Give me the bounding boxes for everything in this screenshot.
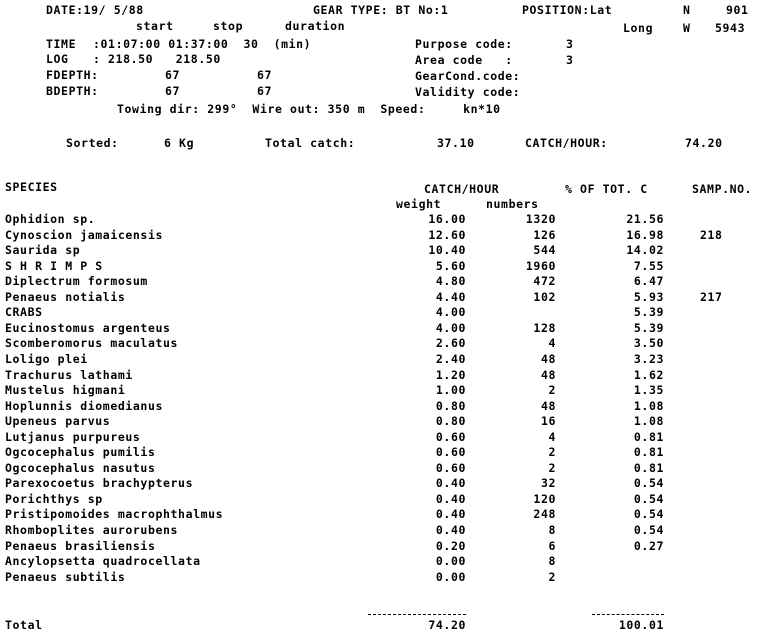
species-name: Penaeus notialis (5, 290, 126, 304)
pct-of-total: 14.02 (626, 243, 664, 257)
catch-weight: 0.40 (435, 492, 466, 506)
pct-of-total: 1.08 (633, 414, 664, 428)
long-hemisphere: W (683, 21, 691, 35)
species-name: Loligo plei (5, 352, 88, 366)
species-name: Scomberomorus maculatus (5, 336, 179, 350)
species-name: Trachurus lathami (5, 368, 133, 382)
fdepth-label: FDEPTH: (46, 68, 99, 82)
validity-code-label: Validity code: (415, 85, 521, 99)
species-name: Penaeus subtilis (5, 570, 126, 584)
purpose-code-value: 3 (566, 37, 574, 51)
sample-number: 217 (700, 290, 723, 304)
bdepth-label: BDEPTH: (46, 84, 99, 98)
catch-numbers: 248 (533, 507, 556, 521)
catch-weight: 0.00 (435, 554, 466, 568)
catch-weight: 16.00 (428, 212, 466, 226)
catch-numbers: 4 (548, 336, 556, 350)
catch-weight: 2.40 (435, 352, 466, 366)
total-label: Total (5, 618, 43, 632)
pct-of-total: 5.93 (633, 290, 664, 304)
pct-of-total: 5.39 (633, 305, 664, 319)
area-code-value: 3 (566, 53, 574, 67)
catch-numbers: 544 (533, 243, 556, 257)
towing-line: Towing dir: 299° Wire out: 350 m Speed: kn*10 (117, 102, 501, 116)
purpose-code-label: Purpose code: (415, 37, 513, 51)
species-name: S H R I M P S (5, 259, 103, 273)
total-pct: 100.01 (618, 618, 664, 632)
catch-numbers: 8 (548, 523, 556, 537)
catch-weight: 0.60 (435, 461, 466, 475)
catch-weight: 4.80 (435, 274, 466, 288)
catch-numbers: 1320 (525, 212, 556, 226)
catch-numbers: 1960 (525, 259, 556, 273)
catch-numbers: 2 (548, 383, 556, 397)
catch-numbers: 102 (533, 290, 556, 304)
catch-numbers: 32 (540, 476, 556, 490)
catch-numbers: 2 (548, 445, 556, 459)
area-code-label: Area code : (415, 53, 513, 67)
catch-weight: 0.40 (435, 476, 466, 490)
catch-hour-header: CATCH/HOUR (424, 182, 500, 196)
pct-of-total: 6.47 (633, 274, 664, 288)
catch-weight: 10.40 (428, 243, 466, 257)
species-name: Pristipomoides macrophthalmus (5, 507, 224, 521)
catch-numbers: 2 (548, 461, 556, 475)
time-values: :01:07:00 01:37:00 30 (min) (93, 37, 312, 51)
catch-weight: 0.40 (435, 523, 466, 537)
species-name: Upeneus parvus (5, 414, 111, 428)
catch-weight: 12.60 (428, 228, 466, 242)
species-name: Porichthys sp (5, 492, 103, 506)
col-start-header: start (136, 19, 174, 33)
pct-of-total: 0.81 (633, 430, 664, 444)
species-name: Penaeus brasiliensis (5, 539, 156, 553)
gearcond-label: GearCond.code: (415, 69, 521, 83)
position-label: POSITION:Lat (522, 3, 613, 17)
total-catch-label: Total catch: (265, 136, 356, 150)
pct-of-total: 16.98 (626, 228, 664, 242)
long-value: 5943 (715, 21, 746, 35)
catch-weight: 0.80 (435, 399, 466, 413)
species-name: CRABS (5, 305, 43, 319)
fdepth-start: 67 (165, 68, 181, 82)
pct-of-total: 7.55 (633, 259, 664, 273)
species-name: Mustelus higmani (5, 383, 126, 397)
total-pct-rule (592, 614, 664, 615)
date-label: DATE:19/ 5/88 (46, 3, 144, 17)
species-name: Rhomboplites aurorubens (5, 523, 179, 537)
weight-header: weight (396, 197, 442, 211)
numbers-header: numbers (486, 197, 539, 211)
catch-weight: 1.20 (435, 368, 466, 382)
catch-numbers: 2 (548, 570, 556, 584)
gear-type: GEAR TYPE: BT No:1 (313, 3, 449, 17)
catch-hour-label: CATCH/HOUR: (525, 136, 608, 150)
pct-of-total: 5.39 (633, 321, 664, 335)
log-values: : 218.50 218.50 (93, 52, 221, 66)
species-name: Ophidion sp. (5, 212, 96, 226)
pct-total-header: % OF TOT. C (565, 182, 648, 196)
catch-numbers: 126 (533, 228, 556, 242)
catch-weight: 0.40 (435, 507, 466, 521)
catch-numbers: 6 (548, 539, 556, 553)
pct-of-total: 21.56 (626, 212, 664, 226)
species-name: Cynoscion jamaicensis (5, 228, 163, 242)
sample-number: 218 (700, 228, 723, 242)
catch-hour-value: 74.20 (685, 136, 723, 150)
col-duration-header: duration (285, 19, 346, 33)
catch-weight: 4.40 (435, 290, 466, 304)
catch-numbers: 48 (540, 352, 556, 366)
catch-numbers: 472 (533, 274, 556, 288)
catch-weight: 2.60 (435, 336, 466, 350)
sorted-label: Sorted: (66, 136, 119, 150)
pct-of-total: 0.81 (633, 461, 664, 475)
pct-of-total: 0.27 (633, 539, 664, 553)
pct-of-total: 3.50 (633, 336, 664, 350)
log-label: LOG (46, 52, 69, 66)
pct-of-total: 3.23 (633, 352, 664, 366)
catch-weight: 1.00 (435, 383, 466, 397)
catch-weight: 0.60 (435, 445, 466, 459)
pct-of-total: 1.62 (633, 368, 664, 382)
catch-weight: 5.60 (435, 259, 466, 273)
catch-numbers: 48 (540, 368, 556, 382)
species-name: Hoplunnis diomedianus (5, 399, 163, 413)
pct-of-total: 0.81 (633, 445, 664, 459)
long-label: Long (623, 21, 654, 35)
species-name: Ogcocephalus pumilis (5, 445, 156, 459)
lat-hemisphere: N (683, 3, 691, 17)
species-name: Ancylopsetta quadrocellata (5, 554, 201, 568)
bdepth-stop: 67 (257, 84, 273, 98)
sample-number-header: SAMP.NO. (692, 182, 753, 196)
pct-of-total: 1.08 (633, 399, 664, 413)
catch-weight: 0.80 (435, 414, 466, 428)
catch-numbers: 8 (548, 554, 556, 568)
catch-numbers: 16 (540, 414, 556, 428)
catch-weight: 0.00 (435, 570, 466, 584)
species-name: Saurida sp (5, 243, 81, 257)
species-name: Diplectrum formosum (5, 274, 148, 288)
lat-value: 901 (726, 3, 749, 17)
species-name: Lutjanus purpureus (5, 430, 141, 444)
pct-of-total: 0.54 (633, 476, 664, 490)
catch-weight: 4.00 (435, 321, 466, 335)
species-name: Ogcocephalus nasutus (5, 461, 156, 475)
catch-weight: 0.20 (435, 539, 466, 553)
pct-of-total: 1.35 (633, 383, 664, 397)
pct-of-total: 0.54 (633, 507, 664, 521)
species-name: Parexocoetus brachypterus (5, 476, 194, 490)
catch-weight: 4.00 (435, 305, 466, 319)
sorted-value: 6 Kg (164, 136, 195, 150)
species-header: SPECIES (5, 180, 58, 194)
pct-of-total: 0.54 (633, 523, 664, 537)
species-name: Eucinostomus argenteus (5, 321, 171, 335)
bdepth-start: 67 (165, 84, 181, 98)
catch-numbers: 4 (548, 430, 556, 444)
catch-numbers: 48 (540, 399, 556, 413)
pct-of-total: 0.54 (633, 492, 664, 506)
catch-numbers: 120 (533, 492, 556, 506)
total-catch-value: 37.10 (437, 136, 475, 150)
total-weight: 74.20 (428, 618, 466, 632)
total-weight-rule (368, 614, 466, 615)
catch-numbers: 128 (533, 321, 556, 335)
col-stop-header: stop (213, 19, 244, 33)
fdepth-stop: 67 (257, 68, 273, 82)
time-label: TIME (46, 37, 77, 51)
catch-weight: 0.60 (435, 430, 466, 444)
